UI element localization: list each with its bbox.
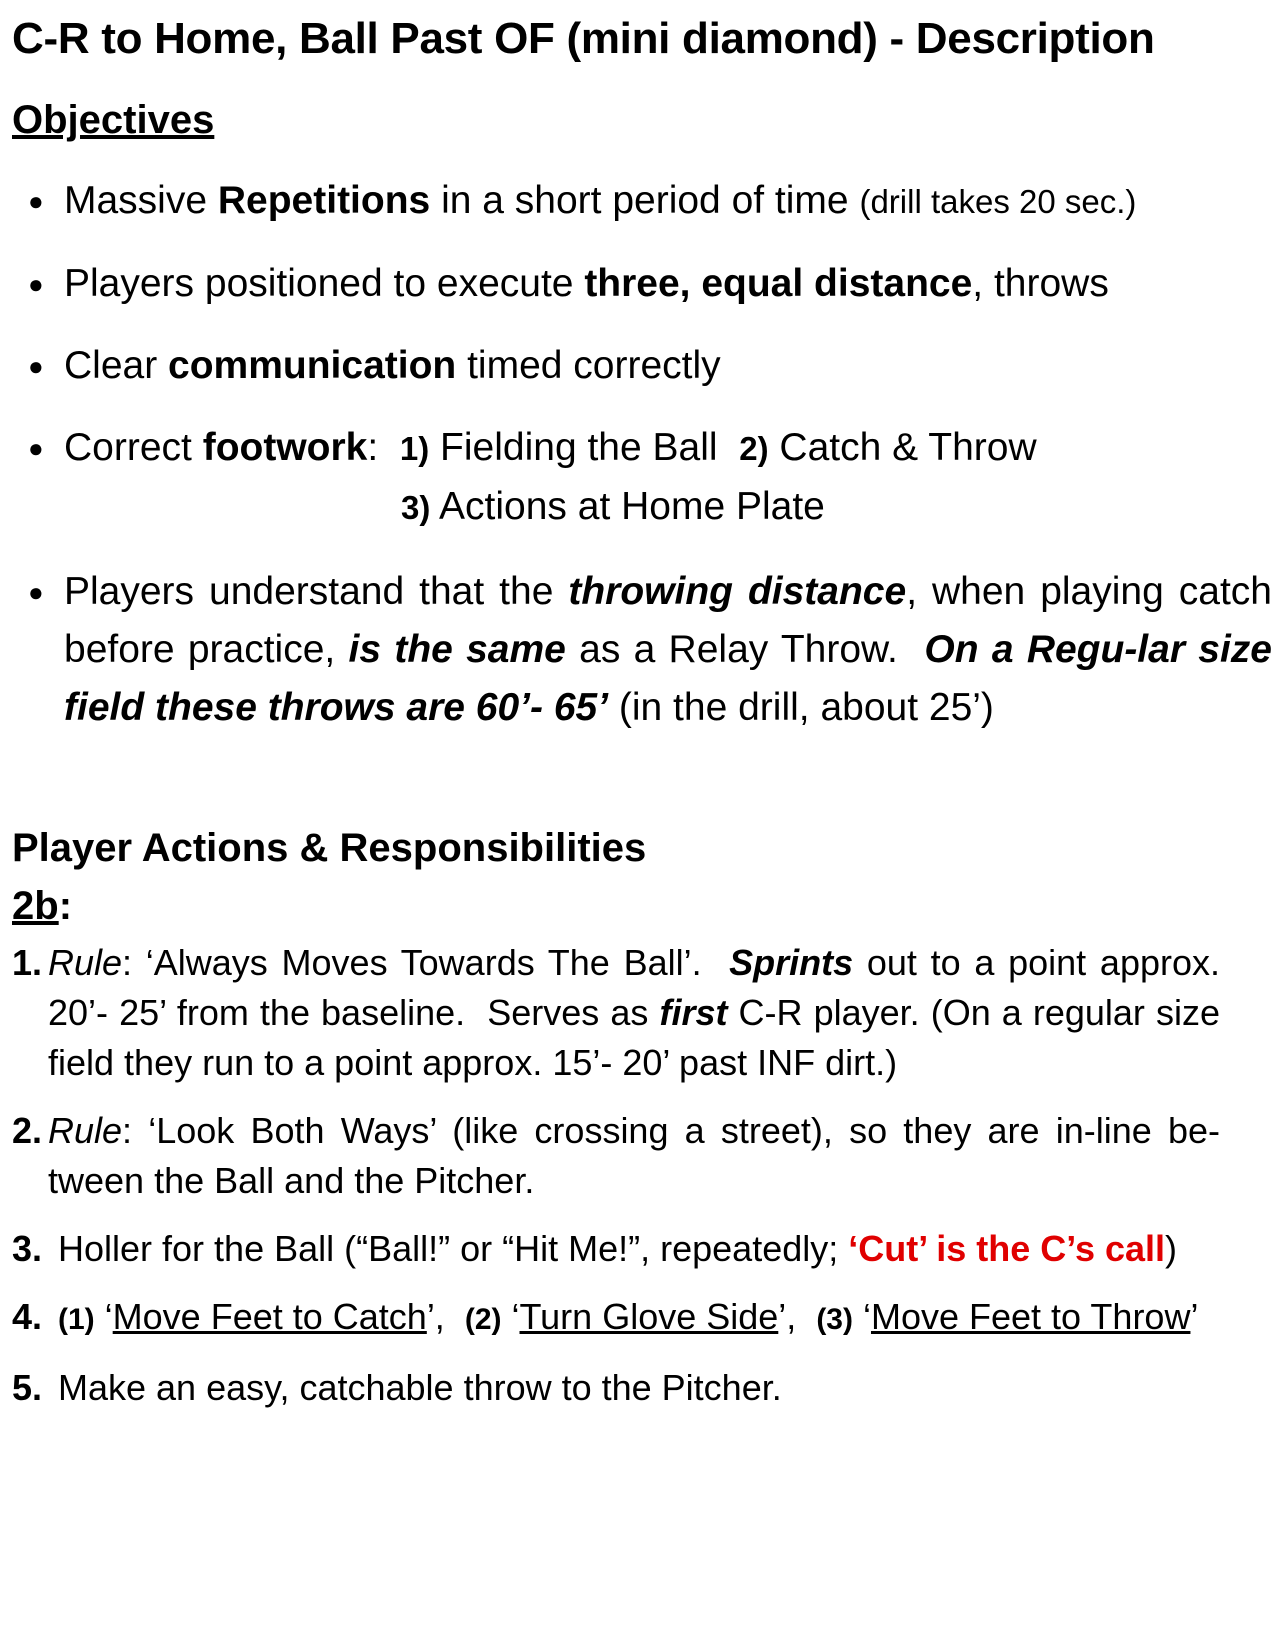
objective-item: ● Players understand that the throwing distance, when playing catch before practice, is the same as a Relay Throw. On a Regu-lar size field these throws are 60’- 65’ (in the drill, about 25’): [12, 563, 1272, 737]
objective-item: ● Massive Repetitions in a short period of time (drill takes 20 sec.): [12, 172, 1262, 231]
objectives-heading: Objectives: [12, 98, 215, 142]
responsibilities-list: [12, 938, 1231, 1413]
page-title: C-R to Home, Ball Past OF (mini diamond) - Description: [12, 14, 1155, 63]
objectives-list: [12, 172, 1272, 737]
objective-item: ● Clear communication timed correctly: [12, 337, 1262, 395]
bullet-icon: ●: [28, 433, 44, 463]
bullet-icon: ●: [28, 186, 44, 216]
bullet-icon: ●: [28, 577, 44, 607]
objective-item: ● Correct footwork: 1) Fielding the Ball 2) Catch & Throw 3) Actions at Home Plate: [12, 419, 1262, 537]
responsibility-item: 5. Make an easy, catchable throw to the Pitcher.: [12, 1367, 782, 1408]
footwork-step-3: 3) Actions at Home Plate: [401, 485, 825, 528]
cut-call-note: ‘Cut’ is the C’s call: [848, 1228, 1166, 1269]
responsibility-item: 3. Holler for the Ball (“Ball!” or “Hit Me!”, repeatedly; ‘Cut’ is the C’s call): [12, 1228, 1178, 1269]
responsibility-item: 1. Rule: ‘Always Moves Towards The Ball’. Sprints out to a point approx. 20’- 25’ from the baseline. Serves as first C-R player. (On a regular size field they run to a point approx. 15’- 20’ past INF dirt.): [12, 942, 1231, 1083]
responsibilities-heading: Player Actions & Responsibilities: [12, 826, 647, 870]
position-subheading: 2b:: [12, 884, 73, 928]
responsibility-item: 2. Rule: ‘Look Both Ways’ (like crossing a street), so they are in-line be-tween the Ball and the Pitcher.: [12, 1110, 1220, 1201]
objective-item: ● Players positioned to execute three, equal distance, throws: [12, 255, 1262, 313]
bullet-icon: ●: [28, 351, 44, 381]
bullet-icon: ●: [28, 269, 44, 299]
responsibility-item: 4. (1) ‘Move Feet to Catch’, (2) ‘Turn Glove Side’, (3) ‘Move Feet to Throw’: [12, 1296, 1199, 1337]
